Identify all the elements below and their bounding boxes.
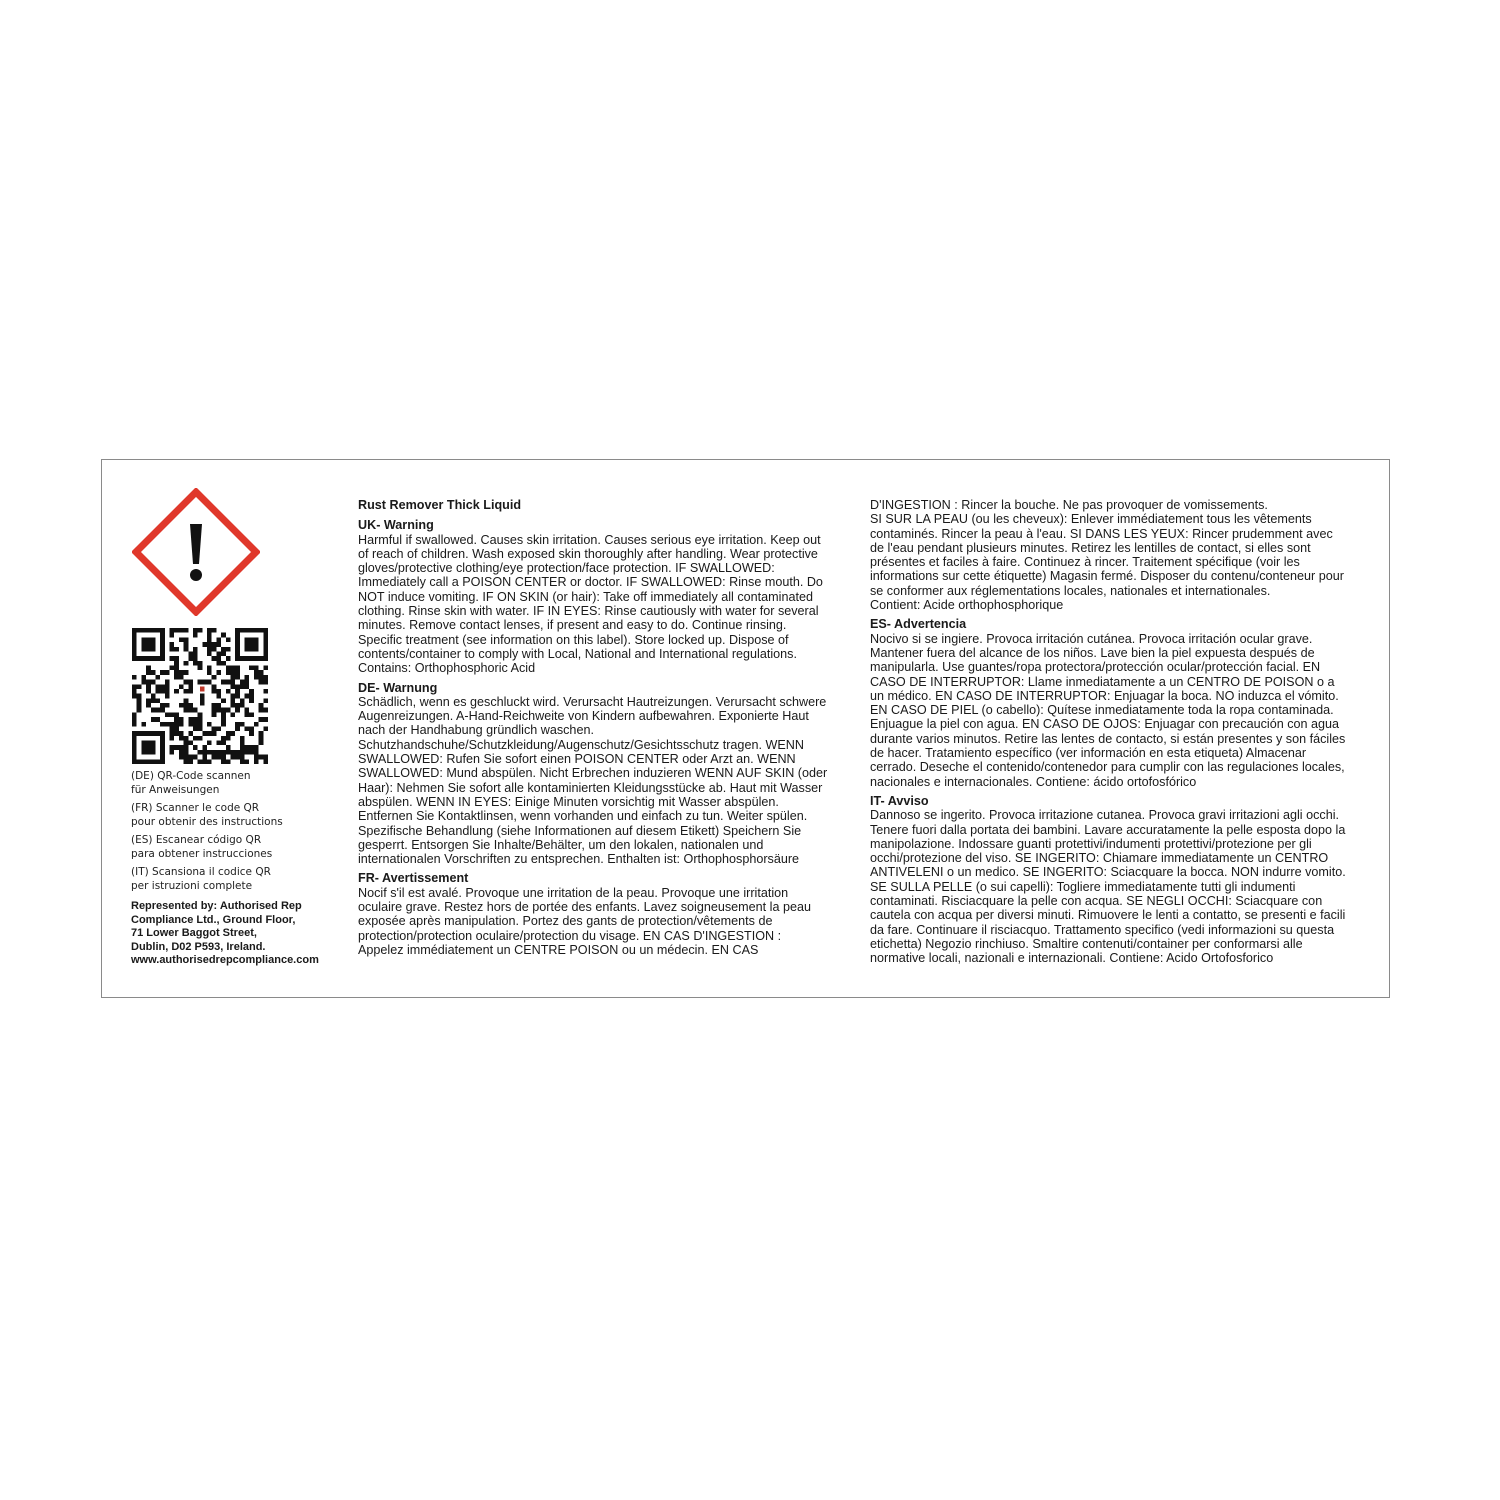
de-text: Schädlich, wenn es geschluckt wird. Verursacht Hautreizungen. Verursacht schwere Augenreizungen. A-Hand-Reichweite von Kindern aufbewahren. Exponierte Haut nach der Handhabung gründlich waschen. Schutzhandschuhe/Schutzkleidung/Augenschutz/Gesichtsschutz tragen. WENN SWALLOWED: Rufen Sie sofort einen POISON CENTER oder Arzt an. WENN SWALLOWED: Mund abspülen. Nicht Erbrechen induzieren WENN AUF SKIN (oder Haar): Nehmen Sie sofort alle kontaminierten Kleidungsstücke ab. Haut mit Wasser abspülen. WENN IN EYES: Einige Minuten vorsichtig mit Wasser abspülen. Entfernen Sie Kontaktlinsen, wenn vorhanden und einfach zu tun. Weiter spülen. Spezifische Behandlung (siehe Informationen auf diesem Etikett) Speichern Sie gesperrt. Entsorgen Sie Inhalte/Behälter, um den lokalen, nationalen und internationalen Vorschriften zu entsprechen. Enthalten ist: Orthophosphorsäure [358, 694, 828, 867]
qr-instruction-es: (ES) Escanear código QR para obtener instrucciones [131, 834, 273, 860]
label-column-right [870, 498, 1382, 971]
qr-instruction-it: (IT) Scansiona il codice QR per istruzioni complete [131, 866, 271, 892]
authorised-representative: Represented by: Authorised Rep Compliance Ltd., Ground Floor, 71 Lower Baggot Street, Dublin, D02 P593, Ireland. www.authorisedrepcompliance.com [131, 900, 319, 966]
fr-text-continued: D'INGESTION : Rincer la bouche. Ne pas provoquer de vomissements. SI SUR LA PEAU (ou les cheveux): Enlever immédiatement tous les vêtements contaminés. Rincer la peau à l'eau. SI DANS LES YEUX: Rincer prudemment avec de l'eau pendant plusieurs minutes. Retirez les lentilles de contact, si elles sont présentes et faciles à faire. Continuez à rincer. Traitement spécifique (voir les informations sur cette étiquette) Magasin fermé. Disposer du contenu/conteneur pour se conformer aux réglementations locales, nationales et internationales. Contient: Acide orthophosphorique [870, 498, 1344, 613]
fr-heading: FR- Avertissement [358, 871, 469, 886]
qr-instruction-de: (DE) QR-Code scannen für Anweisungen [131, 770, 251, 796]
label-column-middle [358, 498, 860, 962]
es-text: Nocivo si se ingiere. Provoca irritación cutánea. Provoca irritación ocular grave. Mantener fuera del alcance de los niños. Lave bien la piel expuesta después de manipularla. Use guantes/ropa protectora/protección ocular/protección facial. EN CASO DE INTERRUPTOR: Llame inmediatamente a un CENTRO DE POISON o a un médico. EN CASO DE INTERRUPTOR: Enjuagar la boca. NO induzca el vómito. EN CASO DE PIEL (o cabello): Quítese inmediatamente toda la ropa contaminada. Enjuague la piel con agua. EN CASO DE OJOS: Enjuagar con precaución con agua durante varios minutos. Retire las lentes de contacto, si están presentes y son fáciles de hacer. Tratamiento específico (ver información en esta etiqueta) Almacenar cerrado. Deseche el contenido/contenedor para cumplir con las regulaciones locales, nacionales e internacionales. Contiene: ácido ortofosfórico [870, 631, 1346, 789]
product-title: Rust Remover Thick Liquid [358, 498, 522, 512]
de-heading: DE- Warnung [358, 680, 438, 695]
qr-instructions [131, 770, 331, 898]
exclamation-hazard-icon [132, 488, 260, 616]
it-text: Dannoso se ingerito. Provoca irritazione cutanea. Provoca gravi irritazioni agli occhi. Tenere fuori dalla portata dei bambini. Lavare accuratamente la pelle esposta dopo la manipolazione. Indossare guanti protettivi/indumenti protettivi/protezione per gli occhi/protezione del viso. SE INGERITO: Chiamare immediatamente un CENTRO ANTIVELENI o un medico. SE INGERITO: Sciacquare la bocca. NON indurre vomito. SE SULLA PELLE (o sui capelli): Togliere immediatamente tutti gli indumenti contaminati. Risciacquare la pelle con acqua. SE NEGLI OCCHI: Sciacquare con cautela con acqua per diversi minuti. Rimuovere le lenti a contatto, se presenti e facili da fare. Continuare il risciacquo. Trattamento specifico (vedi informazioni su questa etichetta) Negozio rinchiuso. Smaltire contenuti/container per conformarsi alle normative locali, nazionali e internazionali. Contiene: Acido Ortofosforico [870, 808, 1346, 966]
qr-instruction-fr: (FR) Scanner le code QR pour obtenir des instructions [131, 802, 283, 828]
qr-code-icon[interactable] [132, 628, 268, 764]
it-heading: IT- Avviso [870, 793, 929, 808]
uk-text: Harmful if swallowed. Causes skin irritation. Causes serious eye irritation. Keep out of reach of children. Wash exposed skin thoroughly after handling. Wear protective gloves/protective clothing/eye protection/face protection. IF SWALLOWED: Immediately call a POISON CENTER or doctor. IF SWALLOWED: Rinse mouth. Do NOT induce vomiting. IF ON SKIN (or hair): Take off immediately all contaminated clothing. Rinse skin with water. IF IN EYES: Rinse cautiously with water for several minutes. Remove contact lenses, if present and easy to do. Continue rinsing. Specific treatment (see information on this label). Store locked up. Dispose of contents/container to comply with Local, National and International regulations. Contains: Orthophosphoric Acid [358, 532, 823, 676]
fr-text: Nocif s'il est avalé. Provoque une irritation de la peau. Provoque une irritation oculaire grave. Restez hors de portée des enfants. Lavez soigneusement la peau exposée après manipulation. Portez des gants de protection/vêtements de protection/protection oculaire/protection du visage. EN CAS D'INGESTION : Appelez immédiatement un CENTRE POISON ou un médecin. EN CAS [358, 885, 811, 957]
product-label [101, 459, 1390, 998]
es-heading: ES- Advertencia [870, 617, 967, 632]
uk-heading: UK- Warning [358, 518, 434, 533]
